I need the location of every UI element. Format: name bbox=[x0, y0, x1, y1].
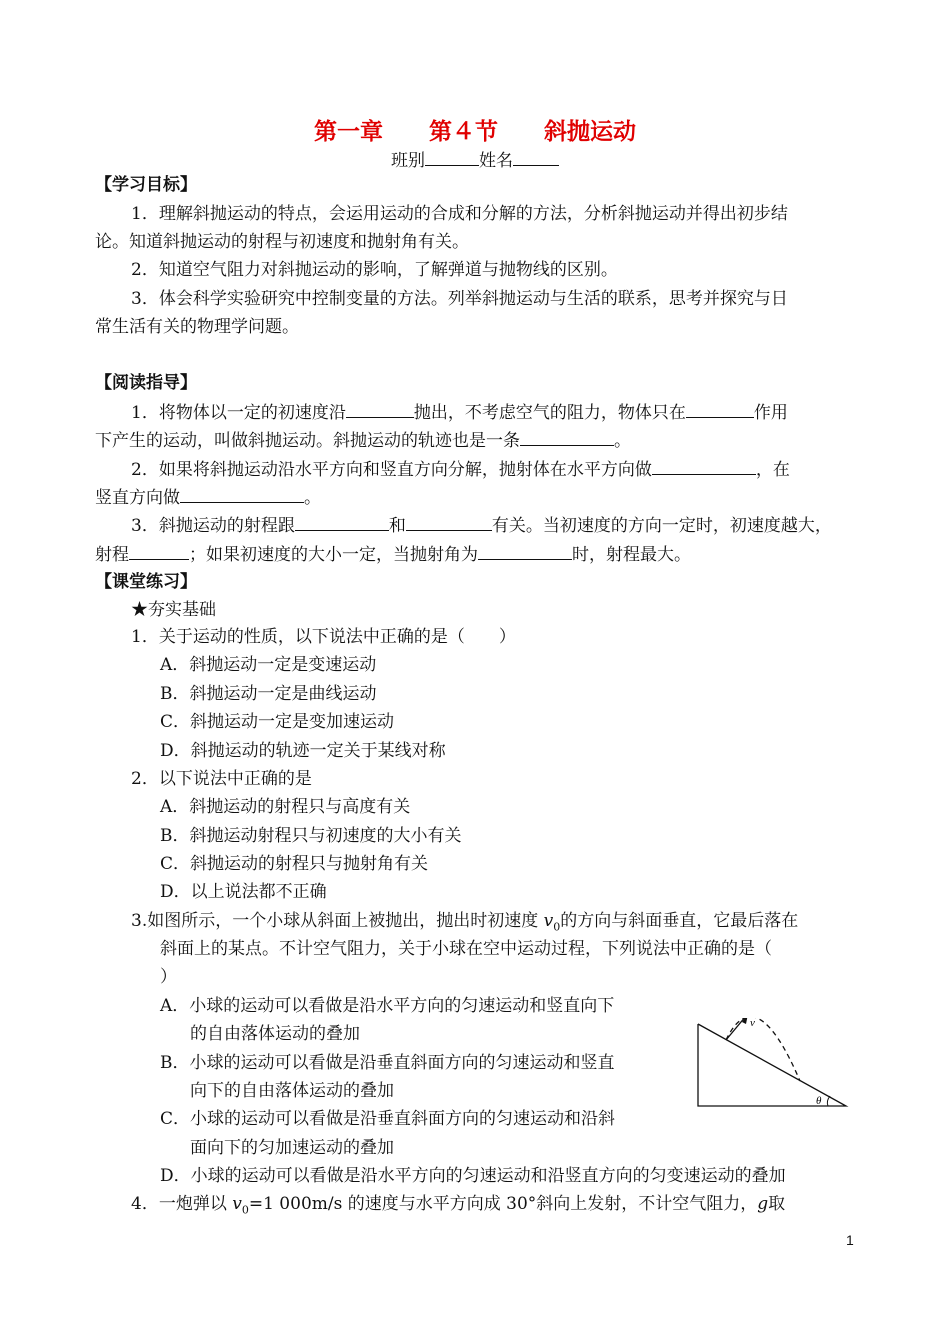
class-blank[interactable] bbox=[425, 149, 479, 166]
q3-option-c-line-2[interactable]: 面向下的匀加速运动的叠加 bbox=[190, 1138, 394, 1158]
reading-3-line-2 bbox=[95, 543, 691, 566]
reading-heading: 【阅读指导】 bbox=[95, 373, 197, 393]
text: 下产生的运动，叫做斜抛运动。斜抛运动的轨迹也是一条 bbox=[95, 431, 520, 451]
fill-blank[interactable] bbox=[346, 401, 414, 418]
fill-blank[interactable] bbox=[652, 458, 756, 475]
goal-1-line-2: 论。知道斜抛运动的射程与初速度和抛射角有关。 bbox=[95, 232, 469, 252]
practice-subheading: ★夯实基础 bbox=[131, 600, 216, 620]
class-name-line bbox=[0, 146, 950, 171]
class-label: 班别 bbox=[391, 151, 425, 171]
v0-symbol: v bbox=[543, 911, 554, 931]
text: 取 bbox=[768, 1194, 786, 1214]
reading-2-line-1 bbox=[131, 458, 790, 481]
name-label: 姓名 bbox=[479, 151, 513, 171]
q2-option-a[interactable]: A．斜抛运动的射程只与高度有关 bbox=[160, 797, 411, 817]
subscript: 0 bbox=[241, 1203, 249, 1217]
name-blank[interactable] bbox=[513, 149, 559, 166]
text: 和 bbox=[388, 516, 406, 536]
text: 3．斜抛运动的射程跟 bbox=[131, 516, 295, 536]
fill-blank[interactable] bbox=[478, 543, 572, 560]
question-2: 2．以下说法中正确的是 bbox=[131, 769, 312, 789]
q2-option-d[interactable]: D．以上说法都不正确 bbox=[160, 882, 327, 902]
goal-2: 2．知道空气阻力对斜抛运动的影响，了解弹道与抛物线的区别。 bbox=[131, 260, 618, 280]
goal-3-line-1: 3．体会科学实验研究中控制变量的方法。列举斜抛运动与生活的联系，思考并探究与日 bbox=[131, 289, 788, 309]
incline-figure bbox=[690, 1018, 856, 1114]
text: ，在 bbox=[755, 460, 790, 480]
v0-symbol: v bbox=[232, 1194, 242, 1214]
text: 3.如图所示，一个小球从斜面上被抛出，抛出时初速度 bbox=[131, 911, 544, 931]
goals-heading: 【学习目标】 bbox=[95, 175, 197, 195]
reading-3-line-1 bbox=[131, 514, 832, 537]
text: 作用 bbox=[753, 403, 788, 423]
question-3-line-3: ） bbox=[160, 967, 177, 987]
q1-option-a[interactable]: A．斜抛运动一定是变速运动 bbox=[160, 655, 377, 675]
text: 4．一炮弹以 bbox=[131, 1194, 233, 1214]
incline-triangle bbox=[698, 1024, 846, 1106]
fill-blank[interactable] bbox=[295, 514, 389, 531]
q3-option-d[interactable]: D．小球的运动可以看做是沿水平方向的匀速运动和沿竖直方向的匀变速运动的叠加 bbox=[160, 1166, 786, 1186]
text: 。 bbox=[614, 431, 631, 451]
fill-blank[interactable] bbox=[129, 543, 189, 560]
g-symbol: g bbox=[757, 1194, 769, 1214]
reading-1-line-1 bbox=[131, 401, 788, 424]
q3-option-a-line-1[interactable]: A．小球的运动可以看做是沿水平方向的匀速运动和竖直向下 bbox=[160, 996, 615, 1016]
q1-option-d[interactable]: D．斜抛运动的轨迹一定关于某线对称 bbox=[160, 741, 446, 761]
q1-option-c[interactable]: C．斜抛运动一定是变加速运动 bbox=[160, 712, 395, 732]
question-4 bbox=[131, 1193, 785, 1221]
question-1: 1．关于运动的性质，以下说法中正确的是（ ） bbox=[131, 627, 516, 647]
text: 1．将物体以一定的初速度沿 bbox=[131, 403, 346, 423]
text: 抛出，不考虑空气的阻力，物体只在 bbox=[413, 403, 686, 423]
text: ；如果初速度的大小一定，当抛射角为 bbox=[189, 545, 478, 565]
reading-2-line-2 bbox=[95, 486, 321, 509]
q2-option-b[interactable]: B．斜抛运动射程只与初速度的大小有关 bbox=[160, 826, 462, 846]
text: 射程 bbox=[95, 545, 129, 565]
text: 。 bbox=[304, 488, 321, 508]
question-3-line-2: 斜面上的某点。不计空气阻力，关于小球在空中运动过程，下列说法中正确的是（ bbox=[160, 939, 772, 959]
q3-option-b-line-1[interactable]: B．小球的运动可以看做是沿垂直斜面方向的匀速运动和竖直 bbox=[160, 1053, 615, 1073]
reading-1-line-2 bbox=[95, 429, 631, 452]
q1-option-b[interactable]: B．斜抛运动一定是曲线运动 bbox=[160, 684, 377, 704]
fill-blank[interactable] bbox=[406, 514, 492, 531]
text: 竖直方向做 bbox=[95, 488, 180, 508]
text: 2．如果将斜抛运动沿水平方向和竖直方向分解，抛射体在水平方向做 bbox=[131, 460, 652, 480]
fill-blank[interactable] bbox=[520, 429, 614, 446]
goal-1-line-1: 1．理解斜抛运动的特点，会运用运动的合成和分解的方法，分析斜抛运动并得出初步结 bbox=[131, 204, 788, 224]
text: 的方向与斜面垂直，它最后落在 bbox=[560, 911, 799, 931]
text: 时，射程最大。 bbox=[572, 545, 691, 565]
question-3-line-1 bbox=[131, 910, 798, 938]
fill-blank[interactable] bbox=[180, 486, 304, 503]
q3-option-a-line-2[interactable]: 的自由落体运动的叠加 bbox=[190, 1024, 360, 1044]
fill-blank[interactable] bbox=[686, 401, 754, 418]
text: 有关。当初速度的方向一定时，初速度越大， bbox=[491, 516, 832, 536]
theta-label: θ bbox=[816, 1095, 822, 1107]
q2-option-c[interactable]: C．斜抛运动的射程只与抛射角有关 bbox=[160, 854, 429, 874]
q3-option-c-line-1[interactable]: C．小球的运动可以看做是沿垂直斜面方向的匀速运动和沿斜 bbox=[160, 1109, 616, 1129]
practice-heading: 【课堂练习】 bbox=[95, 572, 197, 592]
goal-3-line-2: 常生活有关的物理学问题。 bbox=[95, 317, 299, 337]
page-title: 第一章 第４节 斜抛运动 bbox=[314, 119, 636, 145]
subscript: 0 bbox=[553, 920, 561, 934]
page-number: 1 bbox=[846, 1232, 854, 1248]
text: =1 000m/s 的速度与水平方向成 30°斜向上发射，不计空气阻力， bbox=[248, 1194, 758, 1214]
v-label: v bbox=[750, 1018, 755, 1029]
q3-option-b-line-2[interactable]: 向下的自由落体运动的叠加 bbox=[190, 1081, 394, 1101]
